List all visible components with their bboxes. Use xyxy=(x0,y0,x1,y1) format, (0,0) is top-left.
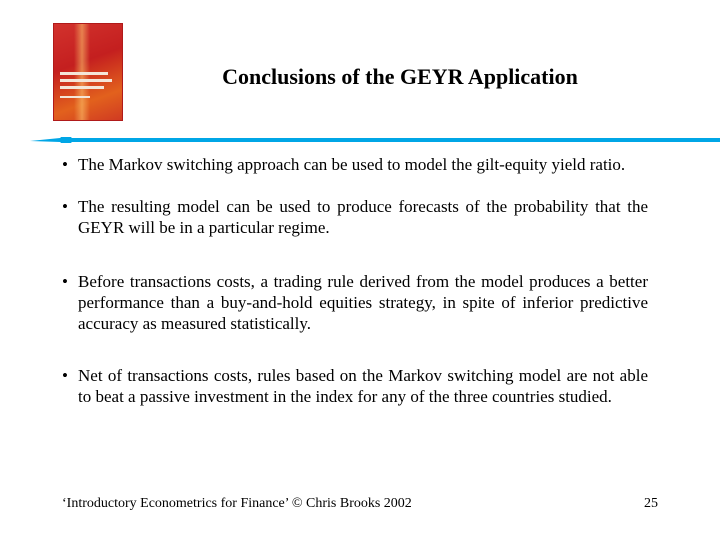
bullet-item xyxy=(62,271,648,334)
rule-knob xyxy=(60,137,72,143)
bullet-item xyxy=(62,365,648,407)
page-number: 25 xyxy=(644,496,658,511)
bullet-dot: • xyxy=(62,366,68,385)
title-underline-rule xyxy=(30,137,720,143)
bullet-text: The Markov switching approach can be used to model the gilt-equity yield ratio. xyxy=(78,155,626,174)
bullet-dot: • xyxy=(62,272,68,291)
bullet-dot: • xyxy=(62,197,68,216)
bullet-text: The resulting model can be used to produce forecasts of the probability that the GEYR will be in a particular regime. xyxy=(78,197,648,237)
rule-taper xyxy=(30,138,720,142)
bullet-item xyxy=(62,154,648,175)
bullet-text: Net of transactions costs, rules based on the Markov switching model are not able to beat a passive investment in the index for any of the three countries studied. xyxy=(78,366,648,406)
bullet-list xyxy=(62,154,648,428)
book-cover-author-line xyxy=(60,96,90,98)
bullet-text: Before transactions costs, a trading rule derived from the model produces a better performance than a buy-and-hold equities strategy, in spite of inferior predictive accuracy as measured statistically. xyxy=(78,272,648,333)
bullet-dot: • xyxy=(62,155,68,174)
footer-citation: ‘Introductory Econometrics for Finance’ © Chris Brooks 2002 xyxy=(62,496,412,511)
slide-title: Conclusions of the GEYR Application xyxy=(222,64,578,89)
bullet-item xyxy=(62,196,648,238)
